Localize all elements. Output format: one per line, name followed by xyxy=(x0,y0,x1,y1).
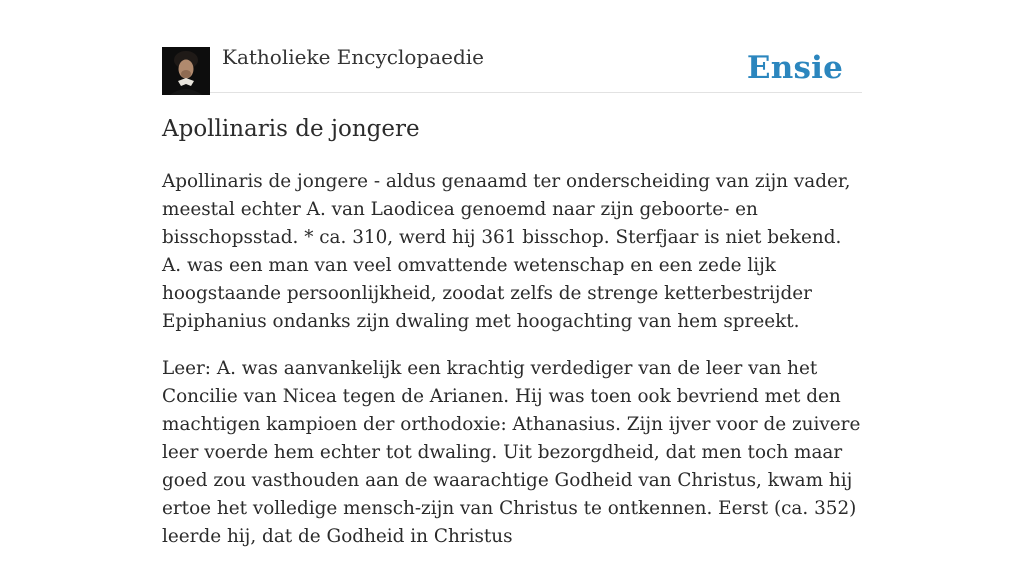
portrait-avatar[interactable] xyxy=(162,47,210,95)
article-title: Apollinaris de jongere xyxy=(162,116,420,142)
article-paragraph-2: Leer: A. was aanvankelijk een krachtig verdediger van de leer van het Concilie van Nicea tegen de Arianen. Hij was toen ook bevriend met den machtigen kampioen der orthodoxie: Athanasius. Zijn ijver voor de zuivere leer voerde hem echter tot dwaling. Uit bezorgdheid, dat men toch maar goed zou vasthouden aan de waarachtige Godheid van Christus, kwam hij ertoe het volledige mensch-zijn van Christus te ontkennen. Eerst (ca. 352) leerde hij, dat de Godheid in Christus xyxy=(162,358,861,547)
article-paragraph-1: Apollinaris de jongere - aldus genaamd ter onderscheiding van zijn vader, meestal echter A. van Laodicea genoemd naar zijn geboorte- en bisschopsstad. * ca. 310, werd hij 361 bisschop. Sterfjaar is niet bekend. A. was een man van veel omvattende wetenschap en een zede lijk hoogstaande persoonlijkheid, zoodat zelfs de strenge ketterbestrijder Epiphanius ondanks zijn dwaling met hoogachting van hem spreekt. xyxy=(162,171,851,332)
ensie-logo[interactable]: Ensie xyxy=(746,50,843,86)
page-container xyxy=(162,0,862,547)
portrait-icon xyxy=(162,47,210,95)
site-header xyxy=(162,0,862,93)
article-body xyxy=(162,168,862,570)
source-title[interactable]: Katholieke Encyclopaedie xyxy=(222,45,484,69)
